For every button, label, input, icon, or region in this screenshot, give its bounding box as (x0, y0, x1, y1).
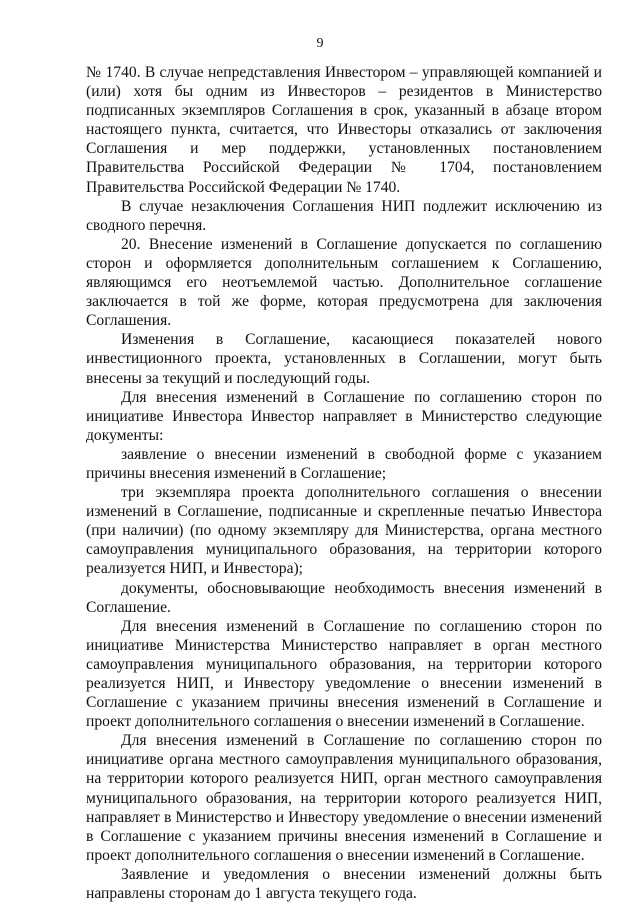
list-item: три экземпляра проекта дополнительного соглашения о внесении изменений в Соглашение, подписанные и скрепленные печатью Инвестора (при наличии) (по одному экземпляру для Министерства, органа местного самоуправления муниципального образования, на территории которого реализуется НИП, и Инвестора); (86, 484, 602, 578)
list-item: документы, обосновывающие необходимость внесения изменений в Соглашение. (86, 579, 602, 616)
paragraph: Заявление и уведомления о внесении изменений должны быть направлены сторонам до 1 августа текущего года. (86, 865, 602, 903)
paragraph-continuation: № 1740. В случае непредставления Инвестором – управляющей компанией и (или) хотя бы одним из Инвесторов – резидентов в Министерство подписанных экземпляров Соглашения в срок, указанный в абзаце втором настоящего пункта, считается, что Инвесторы отказались от заключения Соглашения и мер поддержки, установленных постановлением Правительства Российской Федерации № 1704, постановлением Правительства Российской Федерации № 1740. (86, 64, 602, 196)
paragraph-clause-20: 20. Внесение изменений в Соглашение допускается по соглашению сторон и оформляется дополнительным соглашением к Соглашению, являющимся его неотъемлемой частью. Дополнительное соглашение заключается в той же форме, которая предусмотрена для заключения Соглашения. (86, 235, 602, 330)
paragraph: Для внесения изменений в Соглашение по соглашению сторон по инициативе органа местного самоуправления муниципального образования, на территории которого реализуется НИП, орган местного самоуправления муниципального образования, на территории которого реализуется НИП, направляет в Министерство и Инвестору уведомление о внесении изменений в Соглашение с указанием причины внесения изменений в Соглашение и проект дополнительного соглашения о внесении изменений в Соглашение. (86, 732, 602, 864)
document-body (86, 63, 602, 903)
paragraph: Для внесения изменений в Соглашение по соглашению сторон по инициативе Инвестора Инвестор направляет в Министерство следующие документы: (86, 388, 602, 444)
paragraph: Для внесения изменений в Соглашение по соглашению сторон по инициативе Министерства Министерство направляет в орган местного самоуправления муниципального образования, на территории которого реализуется НИП, и Инвестору уведомление о внесении изменений в Соглашение с указанием причины внесения изменений в Соглашение и проект дополнительного соглашения о внесении изменений в Соглашение. (86, 617, 602, 731)
list-item: заявление о внесении изменений в свободной форме с указанием причины внесения изменений в Соглашение; (86, 445, 602, 482)
page-number: 9 (316, 36, 324, 51)
paragraph: Изменения в Соглашение, касающиеся показателей нового инвестиционного проекта, установленных в Соглашении, могут быть внесены за текущий и последующий годы. (86, 331, 602, 387)
paragraph: В случае незаключения Соглашения НИП подлежит исключению из сводного перечня. (86, 197, 602, 234)
